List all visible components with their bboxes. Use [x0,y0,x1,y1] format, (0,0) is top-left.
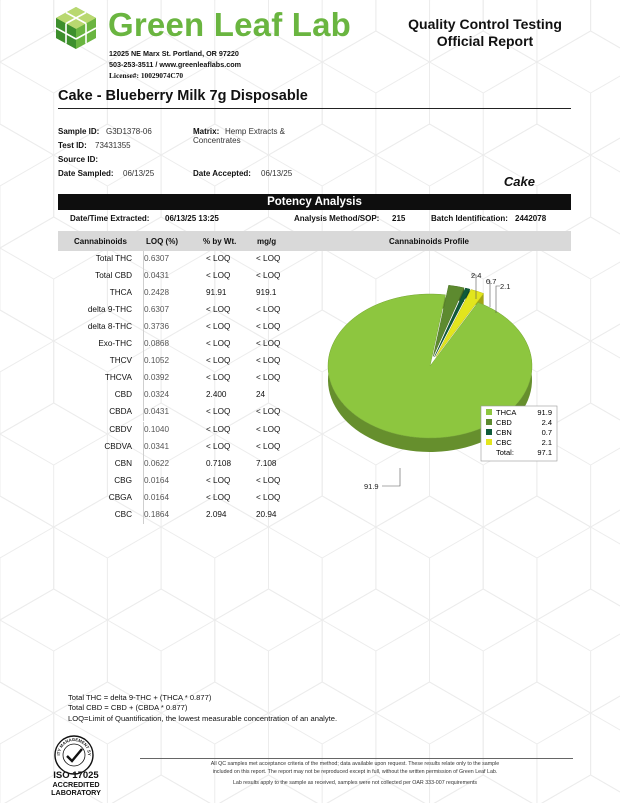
loq-value: 0.3736 [144,322,170,332]
leader-line-thca [382,468,400,486]
product-name: Cake - Blueberry Milk 7g Disposable [58,88,308,104]
total-thc-note: Total THC = delta 9-THC + (THCA * 0.877) [68,693,212,702]
pct-by-wt-value: < LOQ [206,373,231,383]
date-sampled-label: Date Sampled: [58,169,114,178]
legend-label-cbc: CBC [496,438,512,447]
source-id-label: Source ID: [58,155,99,164]
table-row [58,404,300,421]
table-row [58,268,300,285]
cannabinoid-name: THCVA [104,373,132,383]
pct-by-wt-value: 0.7108 [206,458,232,468]
svg-text:QUALITY MANAGEMENT SYSTEM [54,735,92,756]
mg-per-g-value: < LOQ [256,356,281,366]
cannabinoid-name: delta 9-THC [87,305,132,315]
iso-laboratory: LABORATORY [51,788,101,797]
lab-contact: 503-253-3511 / www.greenleaflabs.com [109,60,241,69]
iso-seal-icon [54,735,94,775]
green-leaf-logo-icon [54,6,98,50]
cannabinoid-name: CBDA [109,407,132,417]
pct-by-wt-value: 2.400 [206,390,227,400]
background-cube-lines [269,527,376,620]
mg-per-g-value: 24 [256,390,266,400]
data-label-cbn: 0.7 [486,277,497,286]
loq-value: 0.0868 [144,339,170,349]
batch-label: Batch Identification: [431,214,508,223]
table-row [58,370,300,387]
table-row [58,387,300,404]
legend-label-thca: THCA [496,408,517,417]
date-accepted-label: Date Accepted: [193,169,251,178]
cannabinoid-name: Total CBD [95,271,132,281]
background-cube-lines [591,155,620,248]
mg-per-g-value: < LOQ [256,475,281,485]
matrix-label: Matrix: [193,127,220,136]
loq-value: 0.0164 [144,475,170,485]
table-row [58,319,300,336]
background-cube-lines [54,527,161,620]
cannabinoid-name: delta 8-THC [87,322,132,332]
pct-by-wt-value: < LOQ [206,322,231,332]
pct-by-wt-value: < LOQ [206,339,231,349]
background-hexagon [591,310,620,434]
sample-name: Cake [503,174,535,189]
background-hexagon [591,124,620,248]
batch-value: 2442078 [515,214,547,223]
background-cube-lines [0,0,54,62]
legend-swatch-cbd [486,419,492,425]
test-id-value: 73431355 [95,141,131,150]
loq-value: 0.0164 [144,492,170,502]
legend-value-cbc: 2.1 [541,438,552,447]
total-cbd-note: Total CBD = CBD + (CBDA * 0.877) [68,703,188,712]
test-id-label: Test ID: [58,141,87,150]
legend-total-value: 97.1 [537,448,552,457]
pct-by-wt-value: < LOQ [206,475,231,485]
col-loq: LOQ (%) [146,237,178,246]
mg-per-g-value: < LOQ [256,424,281,434]
lab-address: 12025 NE Marx St. Portland, OR 97220 [109,49,239,58]
legend-swatch-thca [486,409,492,415]
table-row [58,251,300,268]
table-row [58,507,300,524]
background-hexagon [0,0,54,62]
background-cube-lines [0,341,54,434]
potency-section-title: Potency Analysis [58,194,571,210]
disclaimer-line-2: included on this report. The report may not be reproduced except in full, without the written permission of Green Leaf Lab. [212,769,498,775]
loq-value: 0.1864 [144,509,170,519]
cannabinoid-name: CBDVA [104,441,132,451]
loq-value: 0.0431 [144,407,170,417]
loq-value: 0.0392 [144,373,170,383]
loq-value: 0.0341 [144,441,170,451]
background-cube-lines [0,155,54,248]
background-hexagon [0,124,54,248]
pct-by-wt-value: < LOQ [206,356,231,366]
cannabinoid-name: Exo-THC [98,339,132,349]
mg-per-g-value: < LOQ [256,373,281,383]
pct-by-wt-value: < LOQ [206,271,231,281]
profile-title: Cannabinoids Profile [389,237,470,246]
legend-swatch-cbn [486,429,492,435]
cannabinoids-pie-chart [300,251,571,511]
mg-per-g-value: < LOQ [256,441,281,451]
legend-label-cbn: CBN [496,428,512,437]
loq-definition: LOQ=Limit of Quantification, the lowest measurable concentration of an analyte. [68,714,338,723]
method-value: 215 [392,214,406,223]
iso-ring-text: ITY MANAGEMENT SY [55,736,93,756]
iso-number: ISO 17025 [53,770,99,781]
sample-id-value: G3D1378-06 [106,127,152,136]
table-row [58,353,300,370]
report-title: Quality Control Testing [408,16,562,32]
background-cube-lines [161,527,268,620]
pct-by-wt-value: 2.094 [206,509,227,519]
mg-per-g-value: < LOQ [256,271,281,281]
col-pct-by-wt: % by Wt. [203,237,237,246]
legend-swatch-cbc [486,439,492,445]
cannabinoid-name: CBDV [109,424,132,434]
extracted-value: 06/13/25 13:25 [165,214,219,223]
table-row [58,422,300,439]
iso-accredited: ACCREDITED [52,780,100,789]
extracted-label: Date/Time Extracted: [70,214,150,223]
legend-label-cbd: CBD [496,418,512,427]
disclaimer-line-1: All QC samples met acceptance criteria of the method; data available upon request. These results relate only to the sample [210,761,500,767]
loq-value: 0.6307 [144,305,170,315]
mg-per-g-value: < LOQ [256,305,281,315]
background-cube-lines [0,527,54,620]
cannabinoid-name: Total THC [95,254,132,263]
pct-by-wt-value: < LOQ [206,424,231,434]
col-mg-per-g: mg/g [257,237,277,246]
loq-value: 0.0431 [144,271,170,281]
table-row [58,473,300,490]
matrix-value-line1: Hemp Extracts & [225,127,286,136]
mg-per-g-value: < LOQ [256,407,281,417]
date-accepted-value: 06/13/25 [261,169,293,178]
table-row [58,490,300,507]
mg-per-g-value: < LOQ [256,339,281,349]
legend-total-label: Total: [496,448,514,457]
background-hexagon [0,496,54,620]
background-cube-lines [430,620,537,713]
legend-value-cbn: 0.7 [541,428,552,437]
cannabinoid-name: CBG [114,475,132,485]
data-label-cbc: 2.1 [500,282,511,291]
background-cube-lines [537,620,620,713]
loq-value: 0.2428 [144,288,170,298]
loq-value: 0.1040 [144,424,170,434]
legend-value-thca: 91.9 [537,408,552,417]
pct-by-wt-value: < LOQ [206,492,231,502]
disclaimer-line-3: Lab results apply to the sample as received, samples were not collected per OAR 333-007 requirements [232,780,478,786]
method-label: Analysis Method/SOP: [294,214,380,223]
mg-per-g-value: < LOQ [256,322,281,332]
cannabinoid-name: THCA [109,288,132,298]
background-hexagon [591,496,620,620]
table-row [58,302,300,319]
sample-id-label: Sample ID: [58,127,100,136]
cannabinoid-name: CBN [114,458,132,468]
loq-value: 0.1052 [144,356,170,366]
loq-value: 0.6307 [144,254,170,263]
mg-per-g-value: 7.108 [256,458,277,468]
background-cube-lines [215,620,322,713]
header-divider [58,108,571,109]
background-hexagon [537,589,620,713]
cannabinoid-name: CBGA [108,492,132,502]
background-cube-lines [376,527,483,620]
pct-by-wt-value: 91.91 [206,288,227,298]
background-cube-lines [591,527,620,620]
pct-by-wt-value: < LOQ [206,441,231,451]
background-cube-lines [483,527,590,620]
matrix-value-line2: Concentrates [193,136,241,145]
background-hexagon [0,310,54,434]
mg-per-g-value: 20.94 [256,509,277,519]
lab-license: License#: 10029074C70 [109,71,184,80]
loq-value: 0.0622 [144,458,170,468]
background-hexagon [537,31,620,155]
legend-value-cbd: 2.4 [541,418,552,427]
background-cube-lines [591,341,620,434]
pct-by-wt-value: < LOQ [206,254,231,263]
pct-by-wt-value: < LOQ [206,305,231,315]
col-cannabinoids: Cannabinoids [74,237,127,246]
report-subtitle: Official Report [436,33,534,49]
data-label-cbd: 2.4 [471,271,482,280]
data-label-thca: 91.9 [364,482,379,491]
background-hexagon [591,682,620,803]
mg-per-g-value: < LOQ [256,254,281,263]
mg-per-g-value: 919.1 [256,288,277,298]
mg-per-g-value: < LOQ [256,492,281,502]
table-row [58,456,300,473]
background-cube-lines [322,620,429,713]
brand-name: Green Leaf Lab [108,6,352,43]
table-row [58,439,300,456]
pct-by-wt-value: < LOQ [206,407,231,417]
cannabinoid-name: CBD [114,390,132,400]
table-row [58,285,300,302]
table-row [58,336,300,353]
background-hexagon [591,0,620,62]
loq-value: 0.0324 [144,390,170,400]
background-cube-lines [591,0,620,62]
footer-divider [140,758,573,759]
date-sampled-value: 06/13/25 [123,169,155,178]
cannabinoid-name: CBC [114,509,132,519]
cannabinoid-name: THCV [109,356,132,366]
